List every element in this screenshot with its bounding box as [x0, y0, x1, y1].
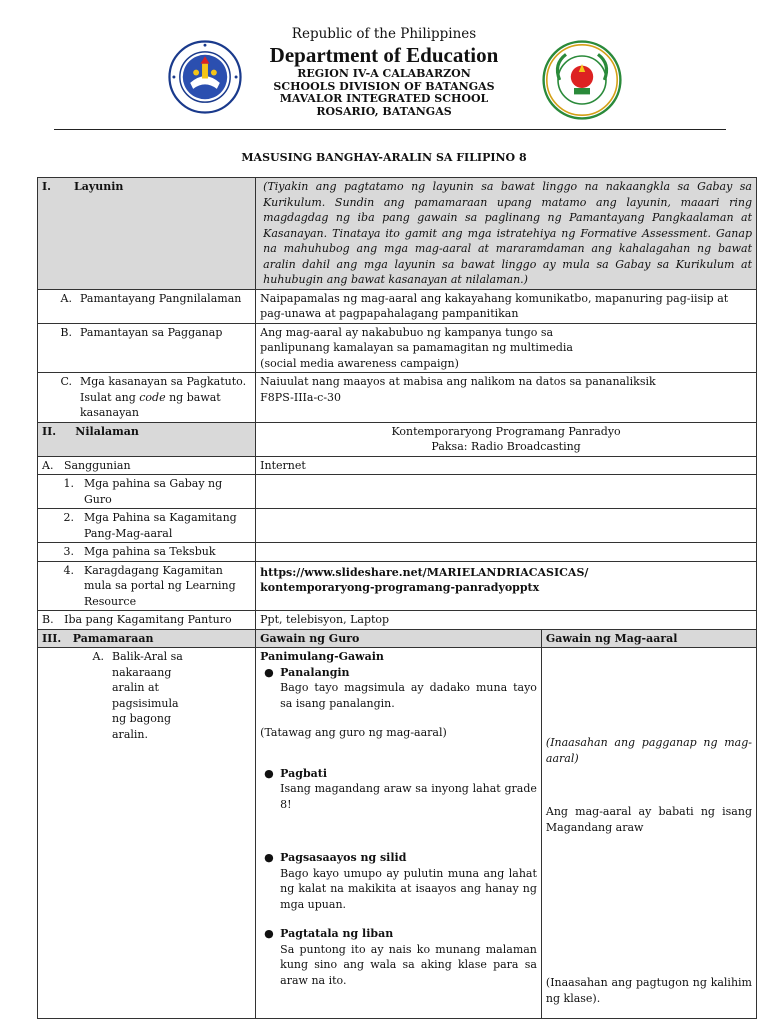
division-line: SCHOOLS DIVISION OF BATANGAS	[273, 79, 495, 93]
layunin-label-cell	[38, 178, 256, 290]
table-row	[38, 289, 757, 323]
sanggunian-text-cell: Internet	[256, 456, 757, 475]
lesson-plan-table	[37, 177, 757, 1019]
location-line: ROSARIO, BATANGAS	[316, 104, 452, 118]
item-label	[80, 374, 251, 421]
s4-link-cell	[256, 561, 757, 611]
school-line: MAVALOR INTEGRATED SCHOOL	[279, 92, 489, 105]
liban-block	[260, 926, 537, 988]
resource-link[interactable]: kontemporaryong-programang-panradyopptx	[260, 581, 540, 594]
guro-activity-cell	[256, 648, 542, 1019]
kasanayan-text-cell	[256, 373, 757, 423]
s3-label-cell	[38, 543, 256, 562]
section-label: Layunin	[73, 180, 124, 193]
bullet-icon: ●	[264, 665, 274, 679]
iba-text-cell: Ppt, telebisyon, Laptop	[256, 611, 757, 630]
item-label: Karagdagang Kagamitan mula sa portal ng Learning Resource	[84, 563, 236, 608]
bullet-icon: ●	[264, 927, 274, 940]
document-header	[0, 0, 768, 130]
lesson-plan-title: MASUSING BANGHAY-ARALIN SA FILIPINO 8	[241, 151, 527, 164]
table-row	[38, 561, 757, 611]
item-label: Pamantayan sa Pagganap	[80, 325, 223, 339]
s3-text-cell	[256, 543, 757, 562]
text-line: F8PS-IIIa-c-30	[260, 390, 342, 404]
item-number: 1.	[63, 477, 74, 490]
gawain-guro-header: Gawain ng Guro	[256, 629, 542, 648]
s2-label-cell	[38, 509, 256, 543]
label-part: Mga kasanayan sa Pagkatuto. Isulat ang	[80, 375, 247, 404]
item-label: Balik-Aral sa nakaraang aralin at pagsisimula ng bagong aralin.	[112, 650, 183, 741]
layunin-text-cell: (Tiyakin ang pagtatamo ng layunin sa bawat linggo na nakaangkla sa Gabay sa Kurikulum. Sundin ang pamamaraan upang matamo ang layunin, maaari ring magdagdag ng iba pang gawain sa paglinang ng Pamantayang Pangkaalaman at Kasanayan. Tinataya ito gamit ang mga istratehiya ng Formative Assessment. Ganap na mahuhubog ang mga mag-aaral at mararamdaman ang kahalagahan ng bawat aralin dahil ang mga layunin sa bawat linggo ay mula sa Gabay sa Kurikulum at huhubugin ang bawat kasanayan at nilalaman.)	[256, 178, 757, 290]
activity-title: Pagtatala ng liban	[280, 927, 394, 940]
s4-label-cell	[38, 561, 256, 611]
item-number: A.	[42, 458, 54, 472]
table-row	[38, 475, 757, 509]
item-label: Mga pahina sa Gabay ng Guro	[84, 477, 223, 506]
activity-text: Bago kayo umupo ay pulutin muna ang lahat ng kalat na makikita at isaayos ang hanay ng mga upuan.	[280, 866, 537, 911]
text-line: Paksa: Radio Broadcasting	[431, 440, 581, 453]
item-number: B.	[60, 325, 72, 339]
table-row	[38, 178, 757, 290]
pamantayang-label-cell	[38, 289, 256, 323]
table-row	[38, 543, 757, 562]
item-number: 3.	[63, 545, 74, 558]
activity-title: Panalangin	[280, 665, 350, 679]
table-row	[38, 509, 757, 543]
mag-aaral-activity-cell	[541, 648, 756, 1019]
item-label: Pamantayang Pangnilalaman	[80, 291, 242, 305]
gawain-mag-header: Gawain ng Mag-aaral	[541, 629, 756, 648]
item-number: 2.	[63, 511, 74, 524]
table-row	[38, 648, 757, 1019]
text-line: Ang mag-aaral ay nakabubuo ng kampanya tungo sa	[260, 325, 554, 339]
activity-text: Bago tayo magsimula ay dadako muna tayo sa isang panalangin.	[280, 681, 537, 710]
section-label: Nilalaman	[75, 424, 139, 438]
balik-aral-label-cell	[38, 648, 256, 1019]
region-line: REGION IV-A CALABARZON	[297, 67, 471, 80]
iba-label-cell	[38, 611, 256, 630]
table-row	[38, 422, 757, 456]
table-row	[38, 456, 757, 475]
pagbati-block	[260, 766, 537, 813]
activity-note: (Tatawag ang guro ng mag-aaral)	[260, 726, 447, 739]
label-part: code	[139, 390, 166, 404]
kasanayan-label-cell	[38, 373, 256, 423]
pagganap-text-cell	[256, 323, 757, 373]
section-number: III.	[42, 631, 62, 645]
student-note: (Inaasahan ang pagganap ng mag-aaral)	[545, 736, 752, 765]
s1-text-cell	[256, 475, 757, 509]
activity-text: Sa puntong ito ay nais ko munang malaman kung sino ang wala sa aking klase para sa araw na ito.	[280, 942, 537, 987]
table-row	[38, 611, 757, 630]
bullet-icon: ●	[264, 766, 274, 780]
activity-title: Pagbati	[280, 766, 328, 780]
activity-title: Pagsasaayos ng silid	[280, 851, 407, 864]
header-divider	[54, 129, 726, 130]
student-response: Ang mag-aaral ay babati ng isang Magandang araw	[545, 805, 752, 834]
nilalaman-label-cell	[38, 422, 256, 456]
panimula-heading: Panimulang-Gawain	[260, 650, 384, 663]
item-number: A.	[60, 291, 72, 305]
text-line: Kontemporaryong Programang Panradyo	[391, 424, 621, 438]
item-label: Sanggunian	[63, 458, 131, 472]
republic-line: Republic of the Philippines	[291, 26, 477, 42]
pagganap-label-cell	[38, 323, 256, 373]
item-number: A.	[92, 650, 104, 663]
table-row	[38, 373, 757, 423]
item-label: Mga pahina sa Teksbuk	[84, 545, 216, 558]
item-label: Mga Pahina sa Kagamitang Pang-Mag-aaral	[84, 511, 237, 540]
activity-text: Isang magandang araw sa inyong lahat grade 8!	[280, 782, 537, 811]
item-number: B.	[42, 613, 54, 626]
table-row	[38, 629, 757, 648]
student-note: (Inaasahan ang pagtugon ng kalihim ng klase).	[545, 976, 752, 1005]
silid-block	[260, 850, 537, 912]
section-number: II.	[42, 424, 57, 438]
header-text	[200, 26, 568, 118]
label-part: ng bawat kasanayan	[80, 390, 221, 419]
section-number: I.	[42, 180, 51, 193]
table-row	[38, 323, 757, 373]
item-number: 4.	[63, 563, 74, 577]
school-seal-icon	[542, 40, 622, 120]
section-label: Pamamaraan	[72, 631, 154, 645]
text-line: (social media awareness campaign)	[260, 356, 459, 370]
panalangin-block	[260, 665, 537, 712]
sanggunian-label-cell	[38, 456, 256, 475]
department-title: Department of Education	[269, 43, 499, 67]
resource-link[interactable]: https://www.slideshare.net/MARIELANDRIACASICAS/	[260, 565, 589, 579]
text-line: Naiuulat nang maayos at mabisa ang nalikom na datos sa pananaliksik	[260, 375, 656, 388]
bullet-icon: ●	[264, 851, 274, 864]
text-line: panlipunang kamalayan sa pamamagitan ng multimedia	[260, 341, 573, 354]
s2-text-cell	[256, 509, 757, 543]
pamamaraan-label-cell	[38, 629, 256, 648]
pamantayang-text-cell: Naipapamalas ng mag-aaral ang kakayahang komunikatbo, mapanuring pag-iisip at pag-unawa at pagpapahalagang pampanitikan	[256, 289, 757, 323]
nilalaman-text-cell	[256, 422, 757, 456]
s1-label-cell	[38, 475, 256, 509]
item-label: Iba pang Kagamitang Panturo	[64, 613, 232, 626]
item-number: C.	[60, 375, 72, 388]
